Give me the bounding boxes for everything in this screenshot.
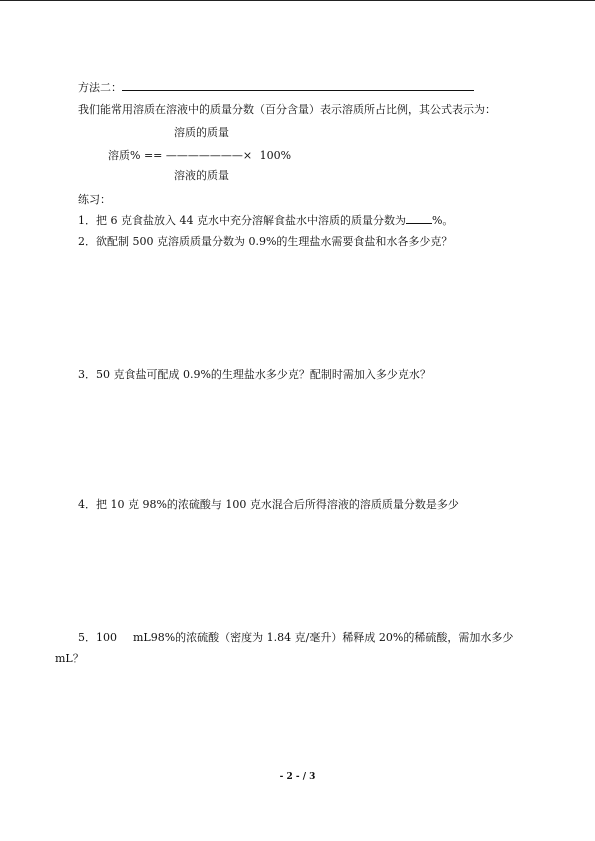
question-5-number: 5．100 bbox=[78, 631, 117, 644]
formula-fraction-bar: ———————× bbox=[165, 149, 253, 162]
question-1 bbox=[78, 213, 453, 228]
formula-denominator: 溶液的质量 bbox=[174, 169, 229, 182]
page-top-border bbox=[0, 0, 595, 1]
practice-label: 练习： bbox=[78, 193, 111, 206]
formula-line bbox=[108, 149, 291, 163]
question-1-blank bbox=[406, 213, 432, 224]
formula-multiplier: 100% bbox=[259, 149, 292, 162]
method-two-line bbox=[78, 80, 474, 95]
method-label: 方法二： bbox=[78, 81, 122, 94]
formula-numerator: 溶质的质量 bbox=[174, 126, 229, 139]
question-5-continuation: mL？ bbox=[55, 652, 84, 665]
page-number: - 2 - / 3 bbox=[279, 772, 316, 782]
question-1-suffix: %。 bbox=[431, 214, 454, 227]
question-4: 4．把 10 克 98%的浓硫酸与 100 克水混合后所得溶液的溶质质量分数是多少 bbox=[78, 498, 459, 511]
question-2: 2．欲配制 500 克溶质质量分数为 0.9%的生理盐水需要食盐和水各多少克？ bbox=[78, 235, 453, 248]
question-3: 3．50 克食盐可配成 0.9%的生理盐水多少克？配制时需加入多少克水？ bbox=[78, 368, 431, 381]
question-1-text: 1．把 6 克食盐放入 44 克水中充分溶解食盐水中溶质的质量分数为 bbox=[78, 214, 406, 227]
formula-lhs: 溶质% == bbox=[108, 149, 163, 162]
question-5-text: mL98%的浓硫酸（密度为 1.84 克/毫升）稀释成 20%的稀硫酸，需加水多少 bbox=[133, 631, 514, 644]
method-answer-blank bbox=[122, 80, 474, 91]
question-5 bbox=[78, 631, 513, 645]
intro-text: 我们能常用溶质在溶液中的质量分数（百分含量）表示溶质所占比例，其公式表示为： bbox=[78, 103, 496, 116]
